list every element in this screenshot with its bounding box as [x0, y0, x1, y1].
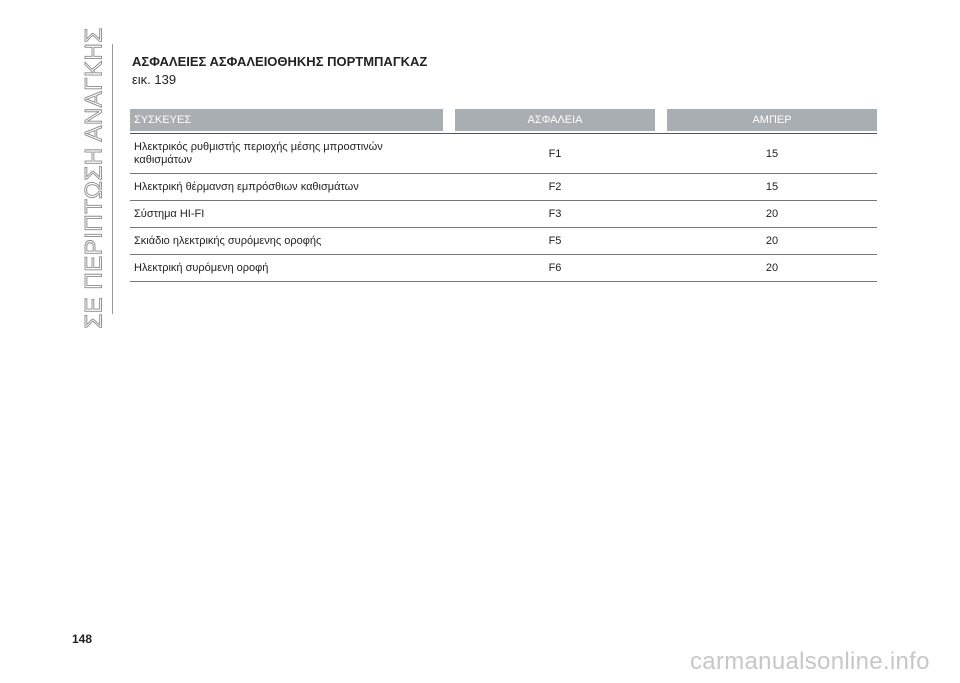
cell-fuse: F2 [548, 181, 562, 193]
cell-device: Ηλεκτρική θέρμανση εμπρόσθιων καθισμάτων [134, 180, 359, 193]
side-divider [112, 44, 113, 314]
table-row [130, 201, 877, 228]
cell-fuse: F6 [548, 262, 562, 274]
cell-device-line: καθισμάτων [134, 153, 193, 166]
header-fuse: ΑΣΦΑΛΕΙΑ [455, 109, 655, 131]
cell-fuse: F5 [548, 235, 562, 247]
cell-amp: 20 [765, 262, 779, 274]
table-row [130, 174, 877, 201]
cell-device-line: Ηλεκτρικός ρυθμιστής περιοχής μέσης μπροστινών [134, 140, 383, 153]
cell-fuse: F3 [548, 208, 562, 220]
table-header [130, 109, 877, 131]
table-row [130, 134, 877, 174]
page-title: ΑΣΦΑΛΕΙΕΣ ΑΣΦΑΛΕΙΟΘΗΚΗΣ ΠΟΡΤΜΠΑΓΚΑΖ [132, 54, 428, 69]
cell-device [130, 141, 443, 167]
header-devices: ΣΥΣΚΕΥΕΣ [130, 109, 443, 131]
fuse-table [130, 109, 877, 282]
figure-reference: εικ. 139 [132, 72, 177, 87]
watermark: carmanualsonline.info [690, 648, 930, 675]
cell-device: Σύστημα HI-FI [134, 207, 205, 220]
cell-fuse: F1 [548, 147, 562, 160]
table-row [130, 255, 877, 282]
table-row [130, 228, 877, 255]
section-side-tab-label: ΣΕ ΠΕΡΙΠΤΩΣΗ ΑΝΑΓΚΗΣ [81, 26, 108, 329]
cell-device: Σκιάδιο ηλεκτρικής συρόμενης οροφής [134, 234, 322, 247]
cell-amp: 20 [765, 208, 779, 220]
cell-amp: 15 [765, 147, 779, 160]
cell-amp: 20 [765, 235, 779, 247]
header-amp: ΑΜΠΕΡ [667, 109, 877, 131]
cell-amp: 15 [765, 181, 779, 193]
section-side-tab [80, 26, 110, 329]
page-number: 148 [72, 632, 93, 646]
cell-device: Ηλεκτρική συρόμενη οροφή [134, 261, 269, 274]
